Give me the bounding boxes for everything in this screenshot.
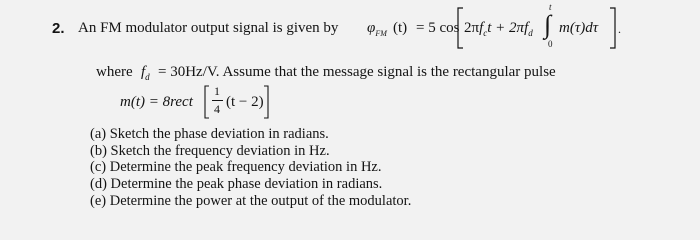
deviation-constant: $f_d$ <box>141 64 150 82</box>
part-d: (d) Determine the peak phase deviation in radians. <box>90 176 383 193</box>
part-e: (e) Determine the power at the output of the modulator. <box>90 192 412 209</box>
integral-sign-icon: ∫ <box>544 10 552 39</box>
fraction-numerator: 1 <box>214 84 220 98</box>
fraction-denominator: 4 <box>214 102 220 116</box>
fraction-bar <box>212 100 223 101</box>
part-a: (a) Sketch the phase deviation in radians. <box>90 126 329 142</box>
problem-statement: An FM modulator output signal is given by <box>78 20 339 36</box>
equation-period: . <box>618 22 621 36</box>
rect-argument: (t − 2) <box>226 94 264 110</box>
integrand: m(τ)dτ <box>559 20 599 36</box>
problem-number: 2. <box>52 20 65 37</box>
integral-lower-limit: 0 <box>548 39 553 49</box>
right-bracket-icon <box>608 6 618 50</box>
parts-list <box>90 126 411 210</box>
part-c: (c) Determine the peak frequency deviation in Hz. <box>90 159 382 176</box>
rect-left-bracket-icon <box>203 84 211 120</box>
equals-amplitude: = 5 cos <box>416 20 460 36</box>
where-value: = 30Hz/V. Assume that the message signal is the rectangular pulse <box>158 64 556 80</box>
integral-upper-limit: t <box>549 2 552 12</box>
phi-symbol: $\varphi_{FM}$ <box>367 20 387 38</box>
where-label: where <box>96 64 133 80</box>
phi-argument: (t) <box>393 20 408 36</box>
part-b: (b) Sketch the frequency deviation in Hz. <box>90 142 330 159</box>
carrier-term: $2\pi f_ct + 2\pi f_d$ <box>464 20 533 38</box>
message-lhs: m(t) = 8rect <box>120 94 193 110</box>
rect-right-bracket-icon <box>262 84 270 120</box>
